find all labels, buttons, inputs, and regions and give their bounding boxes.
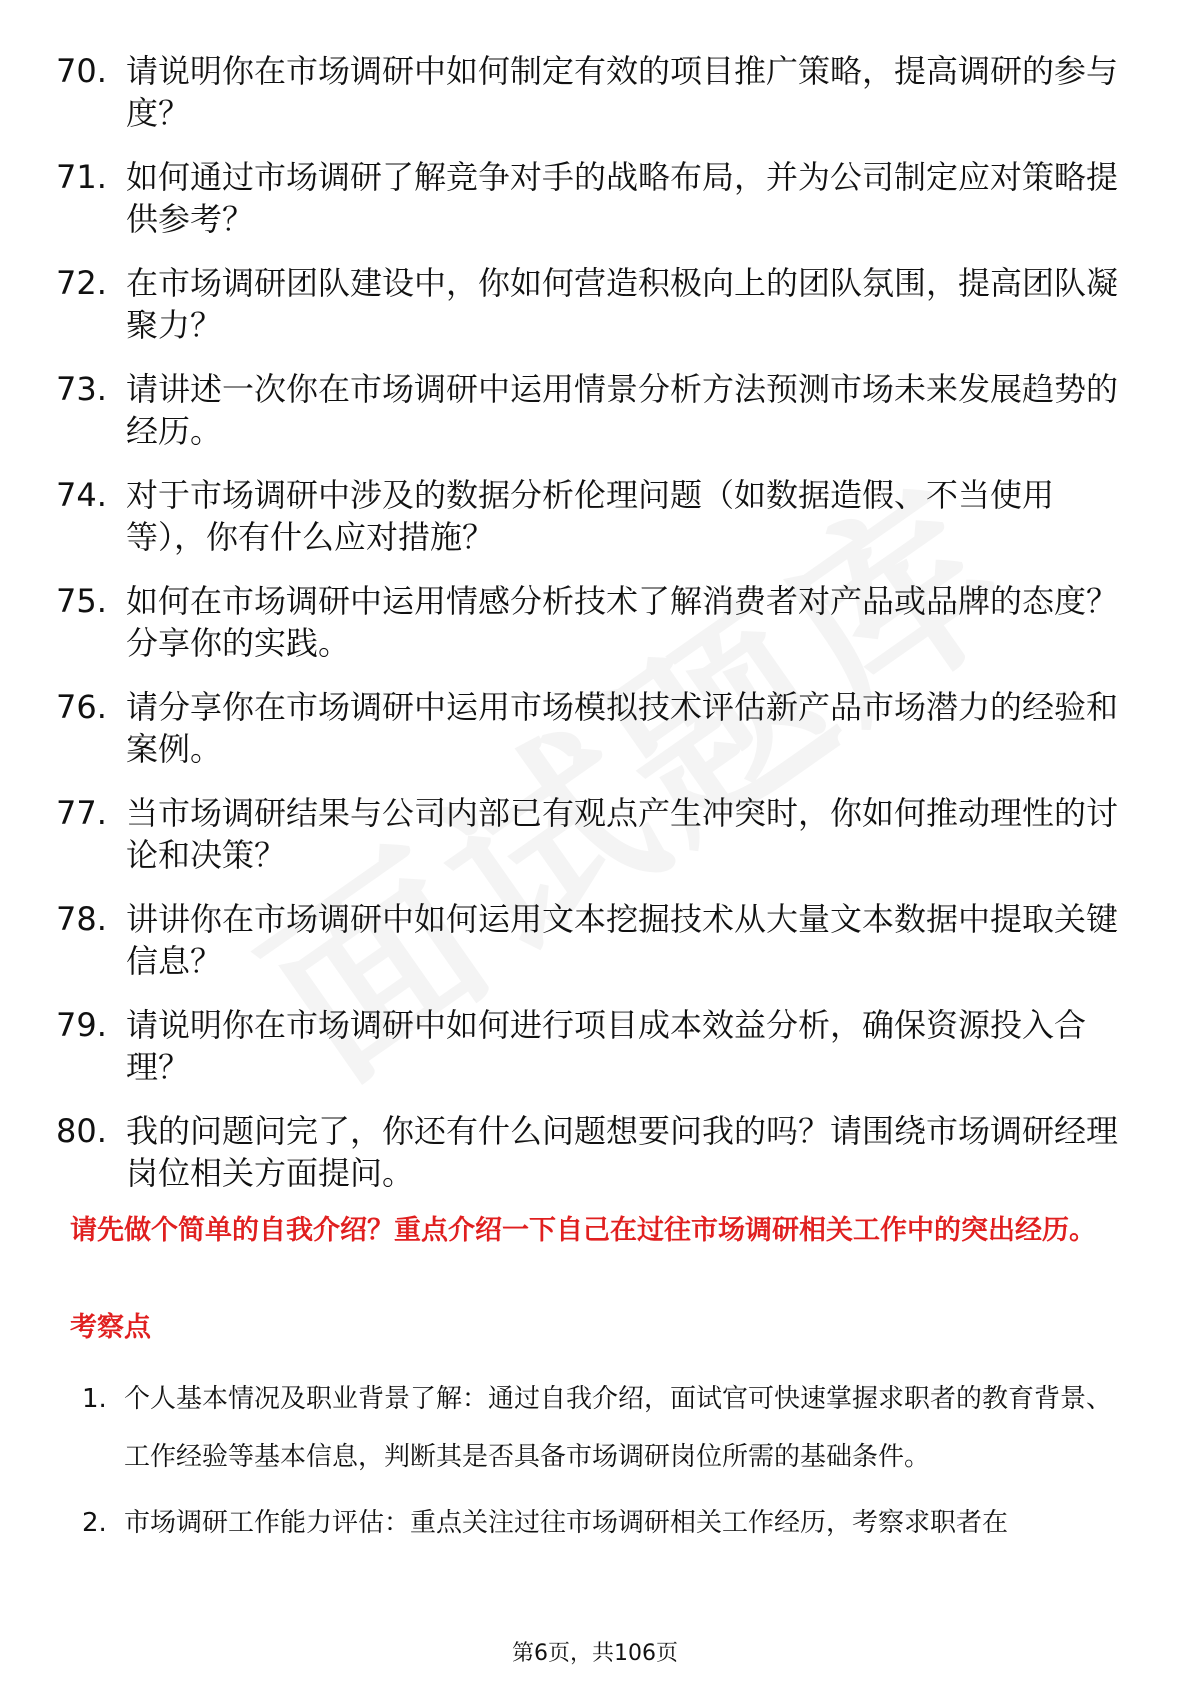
question-text: 如何通过市场调研了解竞争对手的战略布局，并为公司制定应对策略提供参考？ (126, 158, 1119, 238)
page-footer: 第6页，共106页 (512, 1641, 678, 1666)
question-number: 72. (56, 264, 107, 302)
question-text: 对于市场调研中涉及的数据分析伦理问题（如数据造假、不当使用等），你有什么应对措施？ (126, 476, 1055, 556)
question-item (56, 262, 1126, 346)
assessment-point (82, 1370, 1132, 1486)
question-text: 如何在市场调研中运用情感分析技术了解消费者对产品或品牌的态度？分享你的实践。 (126, 582, 1119, 662)
question-text: 当市场调研结果与公司内部已有观点产生冲突时，你如何推动理性的讨论和决策？ (126, 794, 1119, 874)
question-text: 在市场调研团队建设中，你如何营造积极向上的团队氛围，提高团队凝聚力？ (126, 264, 1119, 344)
assessment-points-list (82, 1370, 1132, 1560)
question-number: 76. (56, 688, 107, 726)
question-number: 70. (56, 52, 107, 90)
question-item (56, 474, 1126, 558)
question-number: 75. (56, 582, 107, 620)
question-item (56, 1004, 1126, 1088)
question-text: 讲讲你在市场调研中如何运用文本挖掘技术从大量文本数据中提取关键信息？ (126, 900, 1119, 980)
question-number: 77. (56, 794, 107, 832)
question-number: 79. (56, 1006, 107, 1044)
question-item (56, 580, 1126, 664)
question-list (56, 50, 1126, 1216)
question-item (56, 686, 1126, 770)
point-number: 2. (82, 1508, 107, 1538)
assessment-points-title: 考察点 (70, 1312, 151, 1343)
question-number: 73. (56, 370, 107, 408)
question-item (56, 50, 1126, 134)
question-text: 请说明你在市场调研中如何制定有效的项目推广策略，提高调研的参与度？ (126, 52, 1119, 132)
question-item (56, 368, 1126, 452)
question-item (56, 792, 1126, 876)
question-number: 80. (56, 1112, 107, 1150)
question-text: 请分享你在市场调研中运用市场模拟技术评估新产品市场潜力的经验和案例。 (126, 688, 1119, 768)
question-text: 我的问题问完了，你还有什么问题想要问我的吗？请围绕市场调研经理岗位相关方面提问。 (126, 1112, 1119, 1192)
question-number: 71. (56, 158, 107, 196)
question-text: 请讲述一次你在市场调研中运用情景分析方法预测市场未来发展趋势的经历。 (126, 370, 1119, 450)
assessment-point (82, 1494, 1132, 1552)
question-item (56, 1110, 1126, 1194)
point-number: 1. (82, 1384, 107, 1414)
question-number: 74. (56, 476, 107, 514)
question-item (56, 156, 1126, 240)
point-text: 个人基本情况及职业背景了解：通过自我介绍，面试官可快速掌握求职者的教育背景、工作经验等基本信息，判断其是否具备市场调研岗位所需的基础条件。 (124, 1384, 1113, 1472)
intro-question-heading: 请先做个简单的自我介绍？重点介绍一下自己在过往市场调研相关工作中的突出经历。 (70, 1215, 1096, 1246)
point-text: 市场调研工作能力评估：重点关注过往市场调研相关工作经历，考察求职者在 (124, 1508, 1009, 1538)
question-number: 78. (56, 900, 107, 938)
question-text: 请说明你在市场调研中如何进行项目成本效益分析，确保资源投入合理？ (126, 1006, 1087, 1086)
question-item (56, 898, 1126, 982)
